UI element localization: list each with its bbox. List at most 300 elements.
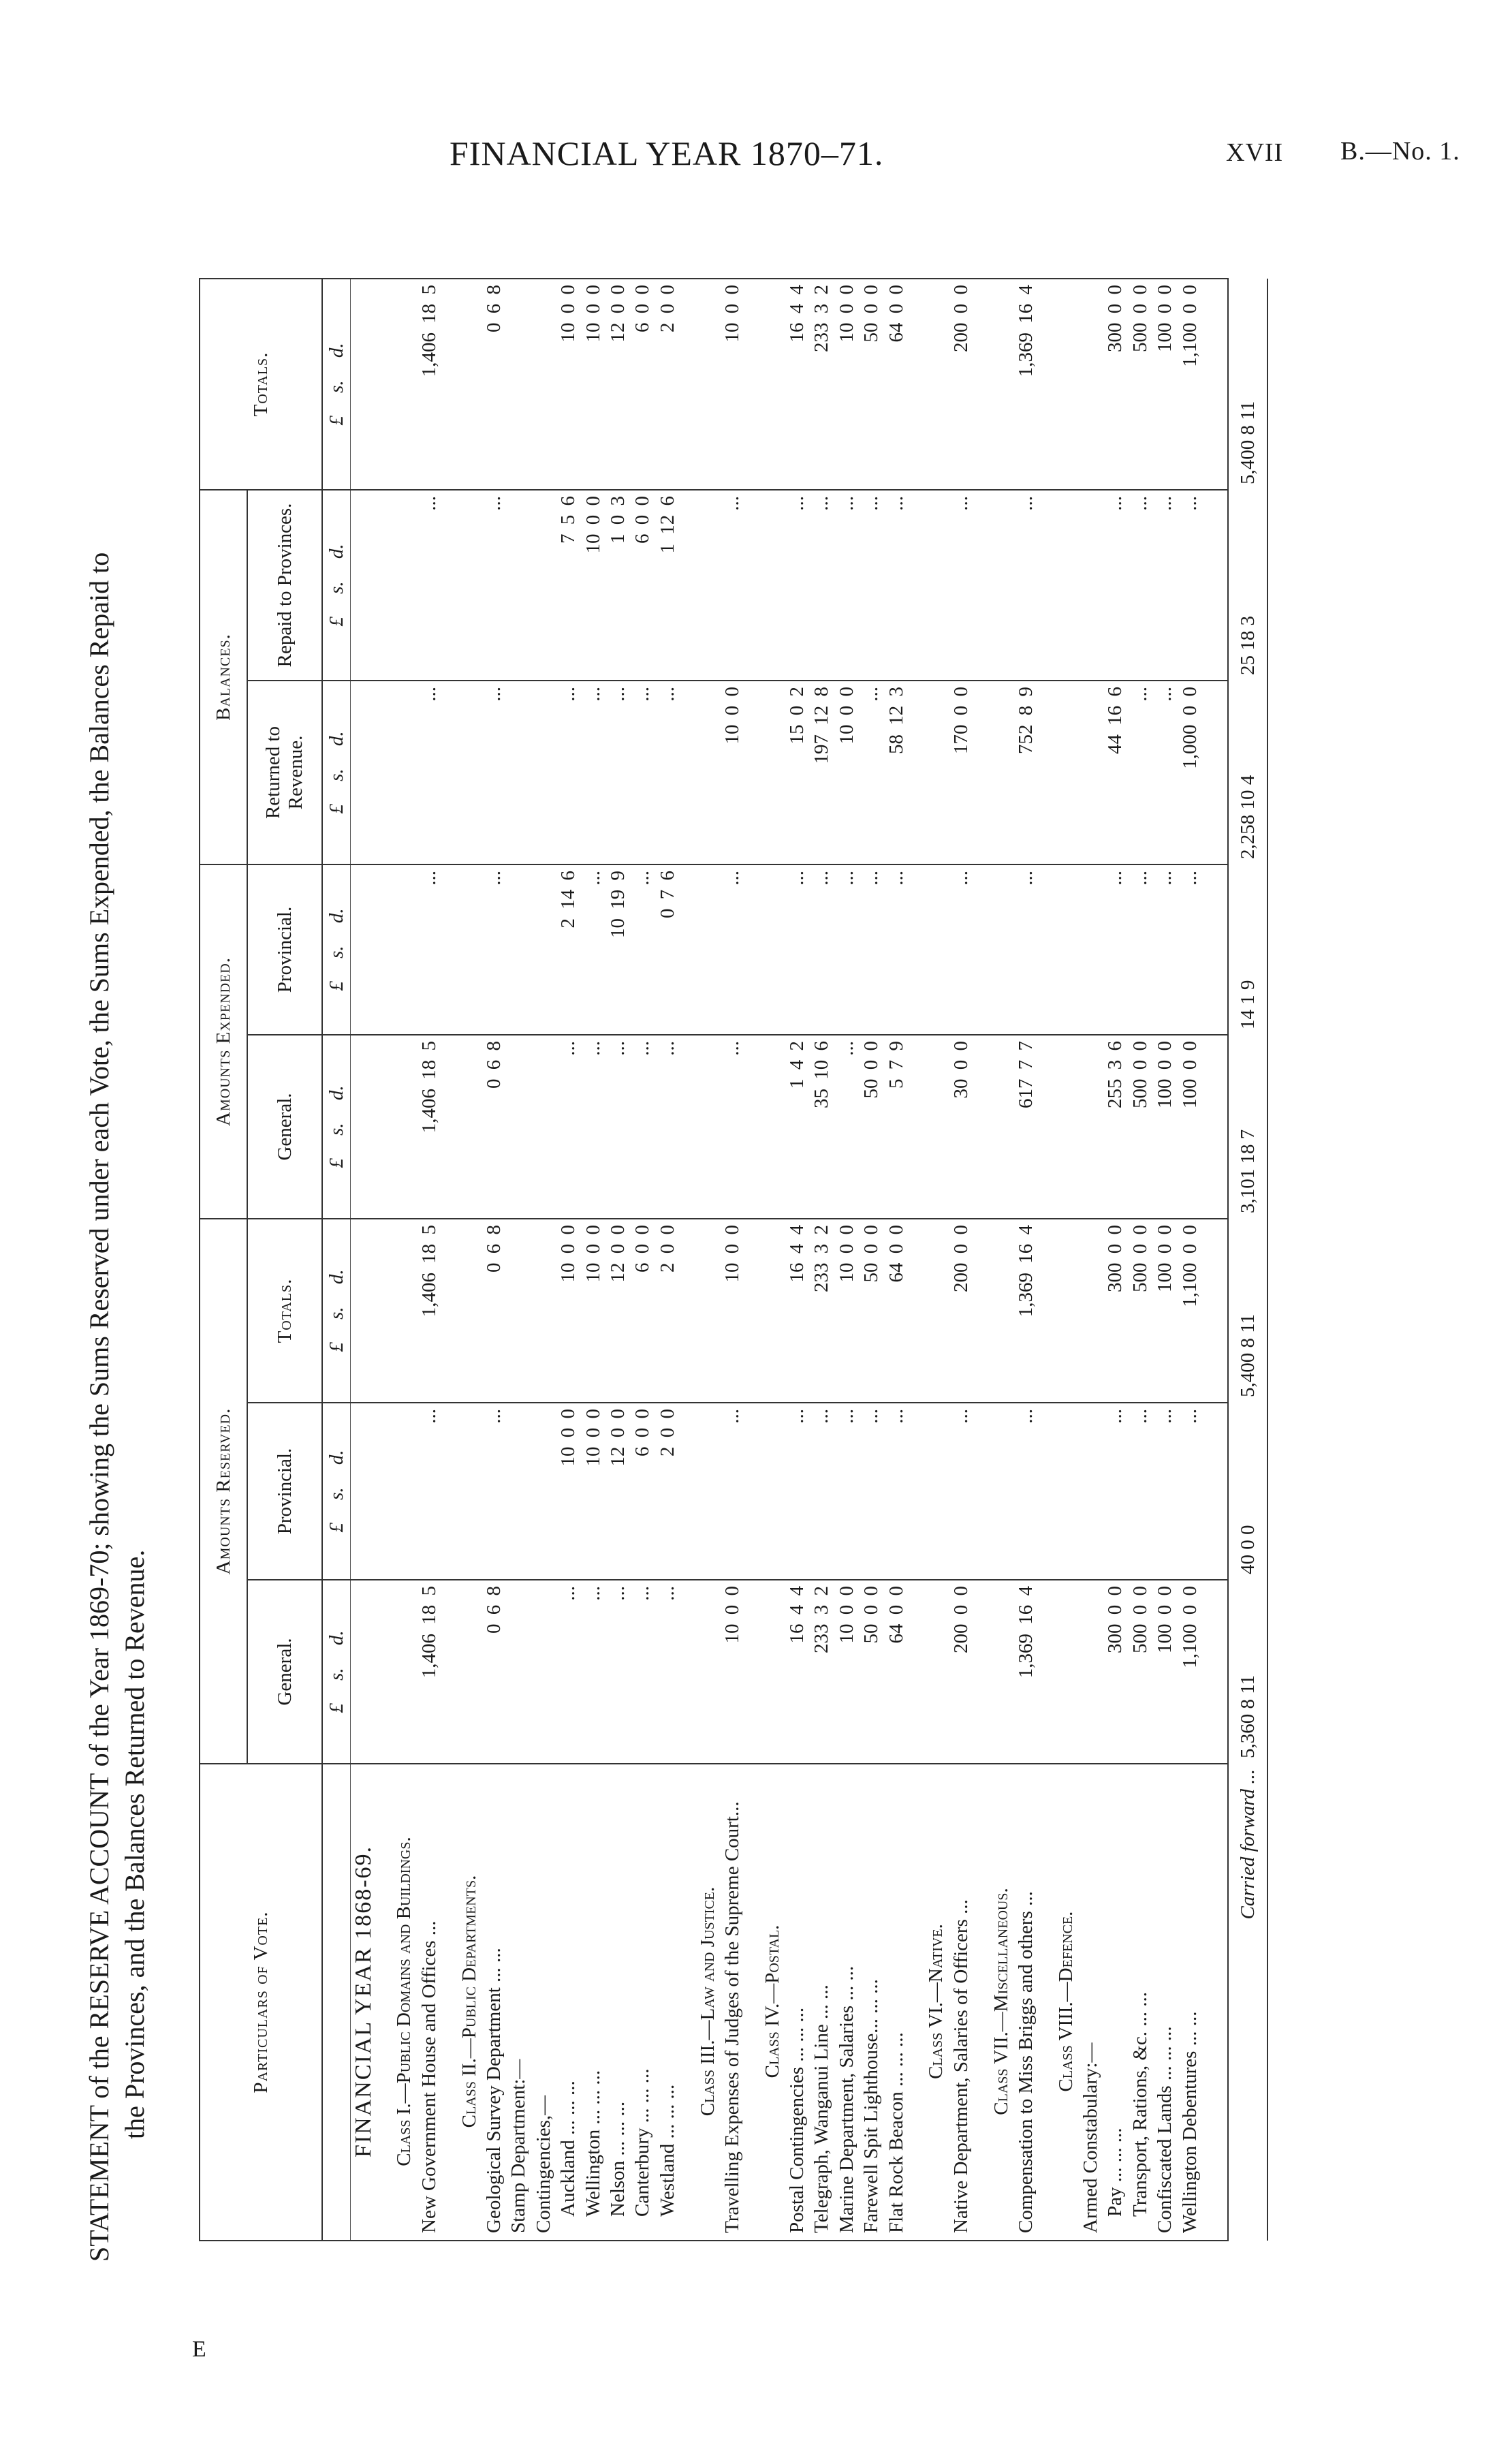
- row-label: Travelling Expenses of Judges of the Supreme Court...: [720, 1764, 744, 2241]
- cell-repaid: ...: [785, 490, 809, 681]
- cell-res-general: 300 0 0: [1103, 1580, 1128, 1764]
- cell-res-provincial: [1078, 1403, 1103, 1580]
- rotated-statement: [82, 204, 1280, 2262]
- spacer-cell: [909, 1764, 924, 2241]
- cell-res-provincial: ...: [810, 1403, 834, 1580]
- cell-totals: 6 0 0: [631, 279, 655, 490]
- spacer-cell: [909, 1219, 924, 1403]
- cell-totals: 500 0 0: [1128, 279, 1152, 490]
- cell-returned: [392, 681, 417, 864]
- spacer-cell: [974, 1219, 989, 1403]
- spacer-cell: [909, 279, 924, 490]
- cell-exp-general: [351, 1035, 377, 1219]
- section-heading-row: [695, 279, 720, 2241]
- col-totals-final: Totals.: [200, 279, 322, 490]
- spacer-cell: [680, 864, 695, 1035]
- cell-res-provincial: [507, 1403, 531, 1580]
- spacer-cell: [745, 1764, 760, 2241]
- cell-returned: ...: [860, 681, 884, 864]
- cell-exp-provincial: 0 7 6: [655, 864, 680, 1035]
- cell-exp-general: 255 3 6: [1103, 1035, 1128, 1219]
- filler-row: [1202, 279, 1228, 2241]
- table-row: [1078, 279, 1103, 2241]
- filler-cell: [1202, 681, 1228, 864]
- col-expended-general: General.: [247, 1035, 322, 1219]
- cell-exp-provincial: ...: [860, 864, 884, 1035]
- spacer-cell: [909, 681, 924, 864]
- cell-exp-provincial: [531, 864, 556, 1035]
- cell-res-general: 64 0 0: [884, 1580, 909, 1764]
- cell-res-totals: 233 3 2: [810, 1219, 834, 1403]
- col-returned-revenue: Returned to Revenue.: [247, 681, 322, 864]
- cell-res-general: ...: [655, 1580, 680, 1764]
- spacer-cell: [1039, 681, 1054, 864]
- cell-returned: [531, 681, 556, 864]
- cell-res-totals: 1,406 18 5: [417, 1219, 441, 1403]
- row-label: Class II.—Public Departments.: [457, 1764, 482, 2241]
- cell-exp-provincial: [924, 864, 949, 1035]
- cell-res-general: [695, 1580, 720, 1764]
- spacer-cell: [745, 864, 760, 1035]
- cell-exp-general: [1054, 1035, 1078, 1219]
- table-row: [720, 279, 744, 2241]
- table-row: [531, 279, 556, 2241]
- spacer-cell: [680, 1580, 695, 1764]
- cell-res-provincial: ...: [482, 1403, 506, 1580]
- cell-res-totals: [1078, 1219, 1103, 1403]
- cell-repaid: [392, 490, 417, 681]
- cell-res-provincial: [392, 1403, 417, 1580]
- cell-exp-general: [1078, 1035, 1103, 1219]
- table-row: [631, 279, 655, 2241]
- cell-res-provincial: ...: [1013, 1403, 1038, 1580]
- cell-exp-provincial: [695, 864, 720, 1035]
- cell-res-general: 10 0 0: [834, 1580, 859, 1764]
- cell-repaid: ...: [1178, 490, 1202, 681]
- cell-repaid: [507, 490, 531, 681]
- col-reserved-provincial: Provincial.: [247, 1403, 322, 1580]
- spacer-row: [377, 279, 392, 2241]
- cell-res-general: 16 4 4: [785, 1580, 809, 1764]
- cell-returned: 10 0 0: [834, 681, 859, 864]
- page-running-title: FINANCIAL YEAR 1870–71.: [450, 134, 884, 172]
- spacer-cell: [377, 490, 392, 681]
- spacer-cell: [1039, 1035, 1054, 1219]
- spacer-cell: [680, 490, 695, 681]
- cell-exp-provincial: ...: [581, 864, 605, 1035]
- row-label: Wellington Debentures ... ...: [1178, 1764, 1202, 2241]
- cell-returned: ...: [581, 681, 605, 864]
- cell-totals: [531, 279, 556, 490]
- carried-exp-general: 3,101 18 7: [1228, 1035, 1267, 1219]
- spacer-cell: [377, 864, 392, 1035]
- cell-repaid: [457, 490, 482, 681]
- cell-res-general: 1,406 18 5: [417, 1580, 441, 1764]
- cell-exp-general: [507, 1035, 531, 1219]
- cell-exp-provincial: ...: [1178, 864, 1202, 1035]
- cell-repaid: ...: [417, 490, 441, 681]
- cell-res-provincial: ...: [417, 1403, 441, 1580]
- row-label: Marine Department, Salaries ... ...: [834, 1764, 859, 2241]
- unit-label: £ s. d.: [322, 490, 351, 681]
- cell-totals: [1078, 279, 1103, 490]
- cell-res-provincial: [760, 1403, 785, 1580]
- cell-repaid: [531, 490, 556, 681]
- cell-res-totals: 1,369 16 4: [1013, 1219, 1038, 1403]
- cell-repaid: ...: [860, 490, 884, 681]
- cell-res-totals: 300 0 0: [1103, 1219, 1128, 1403]
- row-label: Canterbury ... ... ...: [631, 1764, 655, 2241]
- spacer-cell: [442, 864, 457, 1035]
- signature-marker: E: [192, 2337, 206, 2362]
- cell-repaid: ...: [810, 490, 834, 681]
- spacer-row: [442, 279, 457, 2241]
- cell-res-totals: [351, 1219, 377, 1403]
- cell-exp-provincial: ...: [1128, 864, 1152, 1035]
- spacer-cell: [680, 681, 695, 864]
- row-label: Nelson ... ... ...: [605, 1764, 630, 2241]
- cell-res-totals: 10 0 0: [834, 1219, 859, 1403]
- cell-exp-provincial: [457, 864, 482, 1035]
- cell-res-provincial: 12 0 0: [605, 1403, 630, 1580]
- carried-res-general: 5,360 8 11: [1228, 1580, 1267, 1764]
- cell-exp-provincial: ...: [1153, 864, 1178, 1035]
- cell-res-totals: 10 0 0: [720, 1219, 744, 1403]
- row-label: Confiscated Lands ... ... ...: [1153, 1764, 1178, 2241]
- cell-res-totals: [760, 1219, 785, 1403]
- cell-repaid: ...: [1128, 490, 1152, 681]
- cell-exp-general: [531, 1035, 556, 1219]
- row-label: Armed Constabulary:—: [1078, 1764, 1103, 2241]
- cell-exp-general: 30 0 0: [949, 1035, 973, 1219]
- spacer-cell: [909, 1035, 924, 1219]
- cell-returned: [1054, 681, 1078, 864]
- cell-returned: ...: [1128, 681, 1152, 864]
- cell-exp-general: [695, 1035, 720, 1219]
- spacer-row: [745, 279, 760, 2241]
- carried-repaid: 25 18 3: [1228, 490, 1267, 681]
- cell-res-general: [351, 1580, 377, 1764]
- cell-res-totals: 1,100 0 0: [1178, 1219, 1202, 1403]
- row-label: Class VII.—Miscellaneous.: [989, 1764, 1013, 2241]
- section-heading-row: [924, 279, 949, 2241]
- spacer-cell: [680, 279, 695, 490]
- row-label: Wellington ... ... ...: [581, 1764, 605, 2241]
- cell-res-provincial: [989, 1403, 1013, 1580]
- cell-repaid: [1078, 490, 1103, 681]
- cell-res-totals: 16 4 4: [785, 1219, 809, 1403]
- spacer-cell: [974, 681, 989, 864]
- carried-forward-row: [1228, 279, 1267, 2241]
- cell-res-provincial: ...: [1128, 1403, 1152, 1580]
- unit-blank: [322, 1764, 351, 2241]
- table-row: [581, 279, 605, 2241]
- statement-title-line2: the Provinces, and the Balances Returned to Revenue.: [119, 1549, 150, 2139]
- reserve-account-table: [199, 278, 1268, 2241]
- cell-res-totals: [695, 1219, 720, 1403]
- cell-repaid: [1054, 490, 1078, 681]
- table-row: [556, 279, 580, 2241]
- spacer-cell: [974, 490, 989, 681]
- cell-returned: ...: [482, 681, 506, 864]
- cell-repaid: ...: [720, 490, 744, 681]
- cell-exp-general: ...: [655, 1035, 680, 1219]
- cell-exp-provincial: [392, 864, 417, 1035]
- spacer-cell: [1039, 864, 1054, 1035]
- spacer-cell: [745, 1219, 760, 1403]
- cell-exp-provincial: [760, 864, 785, 1035]
- table-row: [884, 279, 909, 2241]
- cell-res-general: [989, 1580, 1013, 1764]
- cell-res-general: [760, 1580, 785, 1764]
- table-row: [1178, 279, 1202, 2241]
- cell-repaid: 10 0 0: [581, 490, 605, 681]
- row-label: Class IV.—Postal.: [760, 1764, 785, 2241]
- cell-res-general: 233 3 2: [810, 1580, 834, 1764]
- carried-totals: 5,400 8 11: [1228, 279, 1267, 490]
- cell-exp-provincial: ...: [834, 864, 859, 1035]
- cell-res-provincial: [351, 1403, 377, 1580]
- cell-repaid: ...: [884, 490, 909, 681]
- spacer-cell: [442, 1035, 457, 1219]
- spacer-cell: [680, 1764, 695, 2241]
- cell-repaid: ...: [1013, 490, 1038, 681]
- cell-totals: 200 0 0: [949, 279, 973, 490]
- spacer-cell: [442, 279, 457, 490]
- cell-totals: [507, 279, 531, 490]
- cell-res-totals: [989, 1219, 1013, 1403]
- cell-res-general: [924, 1580, 949, 1764]
- cell-returned: [507, 681, 531, 864]
- cell-res-totals: [392, 1219, 417, 1403]
- cell-returned: 44 16 6: [1103, 681, 1128, 864]
- document-reference: B.—No. 1.: [1340, 137, 1460, 166]
- col-amounts-expended: Amounts Expended.: [200, 864, 247, 1219]
- row-label: FINANCIAL YEAR 1868-69.: [351, 1764, 377, 2241]
- col-reserved-general: General.: [247, 1580, 322, 1764]
- cell-res-provincial: [457, 1403, 482, 1580]
- cell-res-totals: [531, 1219, 556, 1403]
- cell-returned: [351, 681, 377, 864]
- table-row: [1013, 279, 1038, 2241]
- cell-res-provincial: 10 0 0: [556, 1403, 580, 1580]
- spacer-cell: [974, 1580, 989, 1764]
- cell-returned: ...: [605, 681, 630, 864]
- table-row: [834, 279, 859, 2241]
- unit-label: £ s. d.: [322, 1580, 351, 1764]
- cell-res-general: 50 0 0: [860, 1580, 884, 1764]
- spacer-cell: [1039, 1403, 1054, 1580]
- cell-res-totals: 500 0 0: [1128, 1219, 1152, 1403]
- cell-exp-provincial: [351, 864, 377, 1035]
- cell-res-provincial: [695, 1403, 720, 1580]
- cell-exp-general: [392, 1035, 417, 1219]
- cell-exp-general: 35 10 6: [810, 1035, 834, 1219]
- spacer-cell: [377, 1219, 392, 1403]
- cell-returned: 15 0 2: [785, 681, 809, 864]
- cell-exp-provincial: [1078, 864, 1103, 1035]
- cell-res-general: 500 0 0: [1128, 1580, 1152, 1764]
- cell-exp-general: ...: [720, 1035, 744, 1219]
- cell-res-provincial: 10 0 0: [581, 1403, 605, 1580]
- spacer-cell: [680, 1403, 695, 1580]
- cell-totals: 16 4 4: [785, 279, 809, 490]
- cell-res-general: 100 0 0: [1153, 1580, 1178, 1764]
- cell-repaid: 7 5 6: [556, 490, 580, 681]
- spacer-row: [974, 279, 989, 2241]
- spacer-cell: [377, 1764, 392, 2241]
- cell-res-totals: [507, 1219, 531, 1403]
- cell-exp-general: 50 0 0: [860, 1035, 884, 1219]
- spacer-cell: [1039, 1764, 1054, 2241]
- section-heading-row: [1054, 279, 1078, 2241]
- spacer-cell: [745, 1035, 760, 1219]
- section-heading-row: [457, 279, 482, 2241]
- row-label: Class VIII.—Defence.: [1054, 1764, 1078, 2241]
- cell-exp-provincial: ...: [1103, 864, 1128, 1035]
- cell-totals: 1,406 18 5: [417, 279, 441, 490]
- cell-repaid: ...: [482, 490, 506, 681]
- cell-res-totals: 64 0 0: [884, 1219, 909, 1403]
- cell-repaid: ...: [1103, 490, 1128, 681]
- cell-repaid: [924, 490, 949, 681]
- cell-exp-provincial: ...: [785, 864, 809, 1035]
- cell-repaid: [351, 490, 377, 681]
- col-reserved-totals: Totals.: [247, 1219, 322, 1403]
- cell-exp-provincial: ...: [417, 864, 441, 1035]
- statement-title-line1: STATEMENT of the RESERVE ACCOUNT of the Year 1869-70; showing the Sums Reserved under each Vote, the Sums Expended, the Balances Repaid to: [84, 552, 114, 2262]
- filler-cell: [1202, 1219, 1228, 1403]
- cell-res-general: 200 0 0: [949, 1580, 973, 1764]
- cell-res-provincial: ...: [860, 1403, 884, 1580]
- cell-res-totals: [1054, 1219, 1078, 1403]
- cell-res-provincial: ...: [785, 1403, 809, 1580]
- carried-res-totals: 5,400 8 11: [1228, 1219, 1267, 1403]
- cell-res-totals: 50 0 0: [860, 1219, 884, 1403]
- cell-returned: [457, 681, 482, 864]
- filler-cell: [1202, 864, 1228, 1035]
- spacer-cell: [442, 681, 457, 864]
- cell-res-provincial: [1054, 1403, 1078, 1580]
- cell-res-totals: 0 6 8: [482, 1219, 506, 1403]
- unit-label: £ s. d.: [322, 1035, 351, 1219]
- spacer-cell: [442, 1764, 457, 2241]
- cell-repaid: 6 0 0: [631, 490, 655, 681]
- cell-res-general: 1,100 0 0: [1178, 1580, 1202, 1764]
- cell-res-general: [531, 1580, 556, 1764]
- cell-res-general: ...: [581, 1580, 605, 1764]
- row-label: Native Department, Salaries of Officers ...: [949, 1764, 973, 2241]
- spacer-cell: [974, 864, 989, 1035]
- spacer-cell: [442, 490, 457, 681]
- cell-res-totals: [924, 1219, 949, 1403]
- spacer-row: [909, 279, 924, 2241]
- cell-totals: [989, 279, 1013, 490]
- cell-exp-provincial: ...: [810, 864, 834, 1035]
- carried-forward-label: Carried forward ...: [1228, 1764, 1267, 2241]
- spacer-cell: [974, 1035, 989, 1219]
- filler-cell: [1202, 1035, 1228, 1219]
- cell-totals: 1,369 16 4: [1013, 279, 1038, 490]
- spacer-cell: [442, 1403, 457, 1580]
- row-label: Contingencies,—: [531, 1764, 556, 2241]
- cell-exp-general: ...: [556, 1035, 580, 1219]
- cell-res-general: [1054, 1580, 1078, 1764]
- spacer-cell: [442, 1580, 457, 1764]
- spacer-cell: [442, 1219, 457, 1403]
- financial-year-row: [351, 279, 377, 2241]
- cell-totals: [457, 279, 482, 490]
- cell-res-totals: 12 0 0: [605, 1219, 630, 1403]
- row-label: Auckland ... ... ...: [556, 1764, 580, 2241]
- section-heading-row: [989, 279, 1013, 2241]
- cell-returned: ...: [417, 681, 441, 864]
- cell-exp-general: 5 7 9: [884, 1035, 909, 1219]
- row-label: Westland ... ... ...: [655, 1764, 680, 2241]
- cell-exp-general: [457, 1035, 482, 1219]
- spacer-cell: [974, 1764, 989, 2241]
- cell-repaid: 1 0 3: [605, 490, 630, 681]
- table-row: [655, 279, 680, 2241]
- cell-exp-general: ...: [834, 1035, 859, 1219]
- cell-exp-provincial: 2 14 6: [556, 864, 580, 1035]
- cell-exp-provincial: ...: [720, 864, 744, 1035]
- cell-res-provincial: [924, 1403, 949, 1580]
- spacer-cell: [377, 1403, 392, 1580]
- section-heading-row: [392, 279, 417, 2241]
- row-label: Class VI.—Native.: [924, 1764, 949, 2241]
- col-amounts-reserved: Amounts Reserved.: [200, 1219, 247, 1764]
- cell-exp-general: 1 4 2: [785, 1035, 809, 1219]
- cell-res-general: 0 6 8: [482, 1580, 506, 1764]
- spacer-row: [1039, 279, 1054, 2241]
- cell-exp-provincial: ...: [1013, 864, 1038, 1035]
- cell-returned: [760, 681, 785, 864]
- cell-res-provincial: 6 0 0: [631, 1403, 655, 1580]
- row-label: Telegraph, Wanganui Line ... ...: [810, 1764, 834, 2241]
- unit-label: £ s. d.: [322, 864, 351, 1035]
- cell-res-general: ...: [556, 1580, 580, 1764]
- table-row: [1128, 279, 1152, 2241]
- cell-totals: 1,100 0 0: [1178, 279, 1202, 490]
- cell-returned: [924, 681, 949, 864]
- table-row: [949, 279, 973, 2241]
- spacer-row: [680, 279, 695, 2241]
- cell-totals: [1054, 279, 1078, 490]
- cell-totals: [924, 279, 949, 490]
- cell-totals: 10 0 0: [556, 279, 580, 490]
- cell-returned: ...: [556, 681, 580, 864]
- cell-exp-provincial: 10 19 9: [605, 864, 630, 1035]
- spacer-cell: [745, 490, 760, 681]
- statement-title: [82, 204, 158, 2262]
- cell-totals: 100 0 0: [1153, 279, 1178, 490]
- cell-res-general: 1,369 16 4: [1013, 1580, 1038, 1764]
- cell-res-provincial: ...: [720, 1403, 744, 1580]
- cell-repaid: ...: [834, 490, 859, 681]
- col-expended-provincial: Provincial.: [247, 864, 322, 1035]
- cell-exp-general: ...: [581, 1035, 605, 1219]
- row-label: Farewell Spit Lighthouse... ... ...: [860, 1764, 884, 2241]
- cell-totals: [760, 279, 785, 490]
- filler-cell: [1202, 1764, 1228, 2241]
- cell-returned: [695, 681, 720, 864]
- cell-totals: 10 0 0: [834, 279, 859, 490]
- table-row: [417, 279, 441, 2241]
- cell-exp-provincial: ...: [949, 864, 973, 1035]
- cell-returned: [1078, 681, 1103, 864]
- row-label: Class III.—Law and Justice.: [695, 1764, 720, 2241]
